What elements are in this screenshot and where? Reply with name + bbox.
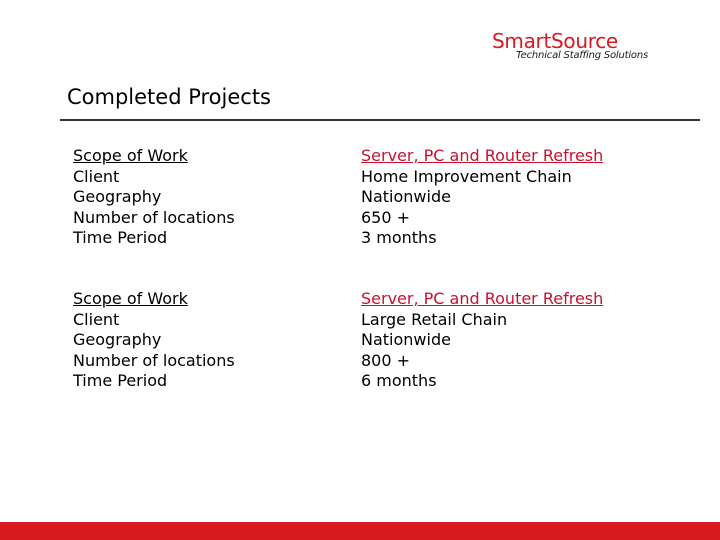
client-label: Client <box>73 166 120 186</box>
project-block-1 <box>0 146 720 256</box>
geography-value: Nationwide <box>361 330 451 349</box>
time-period-label: Time Period <box>73 371 168 390</box>
time-period-value: 3 months <box>361 228 437 247</box>
project-labels <box>73 146 343 249</box>
logo-brand-name: SmartSource <box>492 29 618 53</box>
client-value: Home Improvement Chain <box>361 166 572 186</box>
time-period-value: 6 months <box>361 371 437 390</box>
locations-label: Number of locations <box>73 207 235 227</box>
locations-value: 650 + <box>361 207 411 227</box>
project-values <box>361 289 701 392</box>
footer-accent-bar <box>0 522 720 540</box>
client-value: Large Retail Chain <box>361 309 508 329</box>
project-labels <box>73 289 343 392</box>
page-title: Completed Projects <box>67 85 272 109</box>
client-label: Client <box>73 309 120 329</box>
company-logo <box>492 30 682 64</box>
scope-value: Server, PC and Router Refresh <box>361 146 604 165</box>
scope-label: Scope of Work <box>73 289 188 308</box>
locations-value: 800 + <box>361 350 411 370</box>
title-divider <box>60 119 700 121</box>
logo-tagline: Technical Staffing Solutions <box>516 50 648 61</box>
scope-label: Scope of Work <box>73 146 188 165</box>
time-period-label: Time Period <box>73 228 168 247</box>
project-values <box>361 146 701 249</box>
geography-label: Geography <box>73 187 162 206</box>
geography-label: Geography <box>73 330 162 349</box>
geography-value: Nationwide <box>361 187 451 206</box>
scope-value: Server, PC and Router Refresh <box>361 289 604 308</box>
locations-label: Number of locations <box>73 350 235 370</box>
project-block-2 <box>0 289 720 399</box>
